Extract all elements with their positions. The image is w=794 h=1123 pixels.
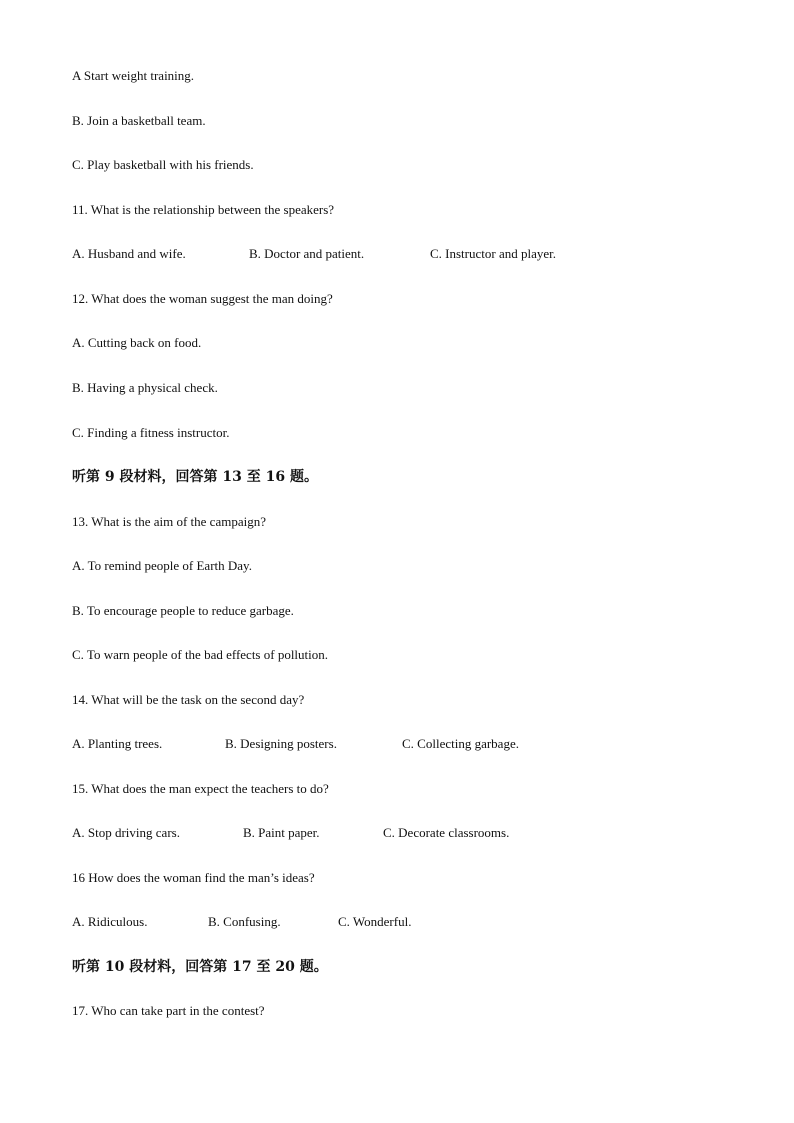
question-12: 12. What does the woman suggest the man doing? bbox=[72, 291, 333, 306]
option-b-q14: B. Designing posters. bbox=[225, 736, 337, 751]
section-heading-10: 听第 10 段材料，回答第 17 至 20 题。 bbox=[72, 959, 328, 975]
option-a-q13: A. To remind people of Earth Day. bbox=[72, 558, 252, 573]
option-c-q13: C. To warn people of the bad effects of pollution. bbox=[72, 647, 329, 662]
option-b-q12: B. Having a physical check. bbox=[72, 380, 218, 395]
option-c-q10: C. Play basketball with his friends. bbox=[72, 157, 254, 172]
option-b-q10: B. Join a basketball team. bbox=[72, 113, 206, 128]
option-c-q14: C. Collecting garbage. bbox=[402, 736, 519, 751]
option-b-q15: B. Paint paper. bbox=[243, 825, 320, 840]
section-heading-9: 听第 9 段材料，回答第 13 至 16 题。 bbox=[72, 469, 318, 485]
option-c-q11: C. Instructor and player. bbox=[430, 246, 556, 261]
option-a-q16: A. Ridiculous. bbox=[72, 914, 148, 929]
question-11: 11. What is the relationship between the speakers? bbox=[72, 202, 335, 217]
option-b-q16: B. Confusing. bbox=[208, 914, 281, 929]
option-c-q15: C. Decorate classrooms. bbox=[383, 825, 510, 840]
option-a-q11: A. Husband and wife. bbox=[72, 246, 186, 261]
option-c-q12: C. Finding a fitness instructor. bbox=[72, 425, 230, 440]
question-13: 13. What is the aim of the campaign? bbox=[72, 514, 266, 529]
option-b-q13: B. To encourage people to reduce garbage. bbox=[72, 603, 294, 618]
question-15: 15. What does the man expect the teachers to do? bbox=[72, 781, 329, 796]
option-b-q11: B. Doctor and patient. bbox=[249, 246, 365, 261]
question-17: 17. Who can take part in the contest? bbox=[72, 1003, 265, 1018]
option-a-q10: A Start weight training. bbox=[72, 68, 195, 83]
option-a-q12: A. Cutting back on food. bbox=[72, 335, 202, 350]
option-a-q15: A. Stop driving cars. bbox=[72, 825, 180, 840]
question-16: 16 How does the woman find the man’s ideas? bbox=[72, 870, 315, 885]
option-a-q14: A. Planting trees. bbox=[72, 736, 163, 751]
option-c-q16: C. Wonderful. bbox=[338, 914, 412, 929]
question-14: 14. What will be the task on the second day? bbox=[72, 692, 305, 707]
